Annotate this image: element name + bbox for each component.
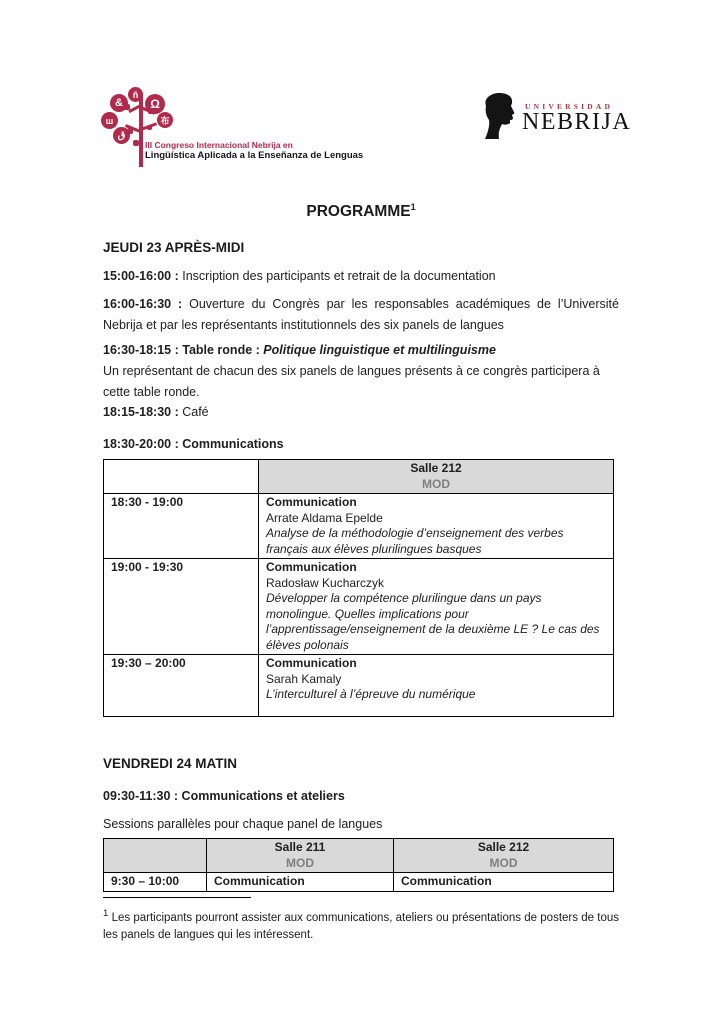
header-empty-cell [104, 839, 207, 873]
item-time: 18:30-20:00 : [103, 437, 179, 451]
congress-logo-line2: Lingüística Aplicada a la Enseñanza de Lenguas [145, 150, 364, 161]
room-label: Salle 211 [274, 840, 326, 854]
item-time: 09:30-11:30 : [103, 789, 179, 803]
header-room-cell [394, 839, 614, 873]
session-speaker: Sarah Kamaly [266, 671, 342, 686]
footnote-separator [103, 897, 251, 898]
session-type: Communication [266, 495, 357, 509]
sessions-subtitle: Sessions parallèles pour chaque panel de langues [103, 817, 383, 831]
tree-glyph-omega-icon: Ω [145, 94, 165, 114]
item-label: Table ronde : [182, 343, 260, 357]
tree-glyph-han-icon: 布 [157, 112, 173, 128]
moderator-label: MOD [422, 476, 450, 491]
tree-glyph-amp-icon: & [110, 94, 128, 112]
table-row [104, 494, 614, 559]
table-row [104, 655, 614, 717]
item-text: Café [182, 405, 209, 419]
time-cell: 9:30 – 10:00 [104, 873, 207, 892]
programme-item [103, 434, 619, 455]
programme-item [103, 340, 619, 403]
item-time: 16:30-18:15 : [103, 343, 179, 357]
session-type: Communication [401, 874, 492, 888]
programme-item [103, 786, 619, 807]
schedule-table-jeudi [103, 459, 614, 717]
tree-glyph-qaf-icon: ق [113, 127, 130, 144]
session-cell [259, 559, 614, 655]
programme-item [103, 402, 619, 423]
page-title: PROGRAMME$^1$ [306, 202, 416, 221]
session-title: Développer la compétence plurilingue dans un pays monolingue. Quelles implications pour l’apprentissage/enseignement de la deuxième LE ? Le cas des élèves polonais [266, 591, 600, 652]
time-cell: 19:00 - 19:30 [104, 559, 259, 655]
item-text: Communications [182, 437, 284, 451]
table-header-row [104, 839, 614, 873]
session-type: Communication [266, 656, 357, 670]
session-cell [259, 494, 614, 559]
time-cell: 19:30 – 20:00 [104, 655, 259, 717]
session-speaker: Radosław Kucharczyk [266, 575, 385, 590]
congress-logo [98, 85, 364, 167]
section-heading-jeudi: JEUDI 23 APRÈS-MIDI [103, 240, 245, 255]
header-room-cell [259, 460, 614, 494]
item-time: 15:00-16:00 : [103, 269, 179, 283]
footnote [103, 897, 619, 945]
item-text: Inscription des participants et retrait de la documentation [182, 269, 496, 283]
session-speaker: Arrate Aldama Epelde [266, 510, 383, 525]
programme-item [103, 294, 619, 336]
tree-glyph-n-icon: ñ [128, 87, 143, 102]
footnote-text: $^1$ Les participants pourront assister aux communications, ateliers ou présentations de posters de tous les panels de langues qui les intéressent. [103, 908, 619, 942]
tree-node-icon [147, 125, 152, 130]
tree-node-icon [133, 140, 139, 146]
university-logo-name: NEBRIJA [522, 109, 632, 135]
item-title: Politique linguistique et multilinguisme [263, 343, 496, 357]
session-cell [259, 655, 614, 717]
congress-logo-line1: III Congreso Internacional Nebrija en [145, 140, 293, 150]
item-time: 16:00-16:30 : [103, 297, 183, 311]
footnote-marker: 1 [103, 908, 109, 919]
table-row [104, 559, 614, 655]
tree-glyph-sha-icon: ш [101, 112, 118, 129]
table-header-row [104, 460, 614, 494]
schedule-table-vendredi [103, 838, 614, 892]
room-label: Salle 212 [410, 461, 462, 475]
programme-item [103, 266, 619, 287]
room-label: Salle 212 [477, 840, 530, 854]
session-title: L’interculturel à l’épreuve du numérique [266, 687, 476, 701]
university-logo-top-text: UNIVERSIDAD [525, 102, 614, 111]
moderator-label: MOD [286, 855, 314, 870]
item-text: Communications et ateliers [181, 789, 345, 803]
title-footnote-ref: 1 [410, 202, 416, 212]
session-type: Communication [266, 560, 357, 574]
university-logo [480, 90, 630, 145]
session-type: Communication [214, 874, 305, 888]
time-cell: 18:30 - 19:00 [104, 494, 259, 559]
nebrija-portrait-icon [482, 92, 518, 140]
item-note: Un représentant de chacun des six panels de langues présents à ce congrès participera à cette table ronde. [103, 364, 600, 399]
item-time: 18:15-18:30 : [103, 405, 179, 419]
session-title: Analyse de la méthodologie d’enseignement des verbes français aux élèves plurilingues basques [266, 526, 564, 556]
moderator-label: MOD [489, 855, 518, 870]
session-cell [394, 873, 614, 892]
session-cell [207, 873, 394, 892]
header-empty-cell [104, 460, 259, 494]
header-room-cell [207, 839, 394, 873]
item-text: Ouverture du Congrès par les responsables académiques de l’Université Nebrija et par les représentants institutionnels des six panels de langues [103, 297, 619, 332]
section-heading-vendredi: VENDREDI 24 MATIN [103, 756, 238, 771]
table-row [104, 873, 614, 892]
